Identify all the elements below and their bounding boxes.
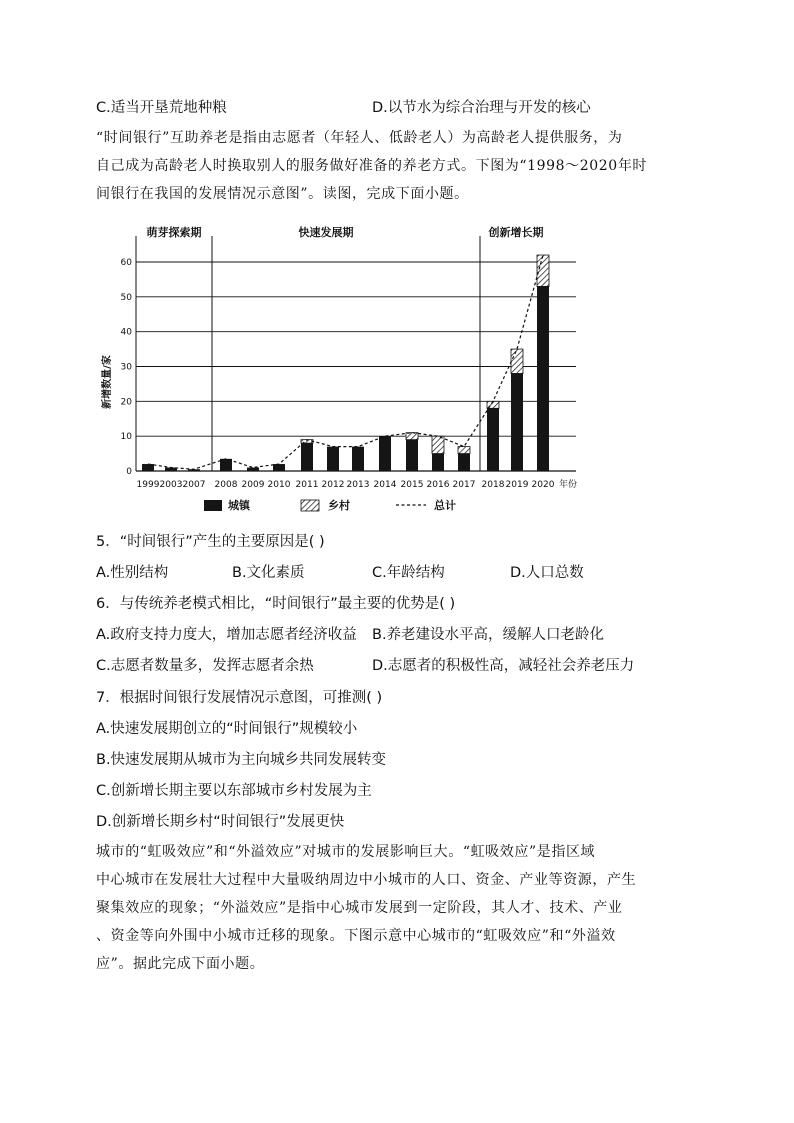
q6-option-b: B.养老建设水平高，缓解人口老龄化 xyxy=(372,627,605,643)
bar-urban xyxy=(301,443,313,471)
intro1-line: 间银行在我国的发展情况示意图”。读图，完成下面小题。 xyxy=(96,186,469,202)
bar-urban xyxy=(379,436,391,471)
bar-urban xyxy=(537,286,549,471)
q7-stem: 7．根据时间银行发展情况示意图，可推测( ) xyxy=(96,690,383,706)
y-tick-label: 30 xyxy=(120,362,132,373)
y-tick-label: 10 xyxy=(120,432,132,443)
q6-stem: 6．与传统养老模式相比，“时间银行”最主要的优势是( ) xyxy=(96,596,456,612)
intro1-line: “时间银行”互助养老是指由志愿者（年轻人、低龄老人）为高龄老人提供服务，为 xyxy=(96,130,623,146)
bar-rural xyxy=(511,349,523,373)
intro1-line: 自己成为高龄老人时换取别人的服务做好准备的养老方式。下图为“1998～2020年时 xyxy=(96,158,648,174)
q5-option-d: D.人口总数 xyxy=(510,565,584,581)
y-tick-label: 40 xyxy=(120,327,132,338)
time-bank-chart xyxy=(96,222,616,522)
bar-urban xyxy=(142,464,154,471)
bar-rural xyxy=(537,255,549,286)
q6-option-a: A.政府支持力度大，增加志愿者经济收益 xyxy=(96,627,357,643)
y-tick-label: 20 xyxy=(120,397,132,408)
x-tick-label: 2011 xyxy=(295,480,319,490)
legend-label-rural: 乡村 xyxy=(328,499,350,512)
legend-swatch-urban xyxy=(204,500,222,511)
x-tick-label: 2012 xyxy=(321,480,345,490)
bar-urban xyxy=(247,468,259,471)
intro2-line: 、资金等向外围中小城市迁移的现象。下图示意中心城市的“虹吸效应”和“外溢效 xyxy=(96,928,616,944)
q6-option-d: D.志愿者的积极性高，减轻社会养老压力 xyxy=(372,658,635,674)
intro2-line: 中心城市在发展壮大过程中大量吸纳周边中小城市的人口、资金、产业等资源，产生 xyxy=(96,872,637,888)
x-tick-label: 2007 xyxy=(182,480,206,490)
q7-option-d: D.创新增长期乡村“时间银行”发展更快 xyxy=(96,814,345,830)
bar-urban xyxy=(487,408,499,471)
option-c-prev: C.适当开垦荒地种粮 xyxy=(96,100,227,116)
bar-urban xyxy=(273,464,285,471)
q6-option-c: C.志愿者数量多，发挥志愿者余热 xyxy=(96,658,314,674)
y-tick-label: 60 xyxy=(120,258,132,268)
x-tick-label: 2013 xyxy=(346,480,370,490)
x-tick-label: 2009 xyxy=(241,480,265,490)
bar-urban xyxy=(432,454,444,471)
option-d-prev: D.以节水为综合治理与开发的核心 xyxy=(372,100,591,116)
phase-label: 快速发展期 xyxy=(298,226,354,239)
bar-urban xyxy=(406,440,418,471)
x-tick-label: 2010 xyxy=(267,480,291,490)
x-tick-label: 2019 xyxy=(505,480,529,490)
y-axis-label: 新增数量/家 xyxy=(102,355,113,409)
intro-paragraph-1 xyxy=(96,124,700,208)
q7-option-a: A.快速发展期创立的“时间银行”规模较小 xyxy=(96,721,358,737)
q7-option-b: B.快速发展期从城市为主向城乡共同发展转变 xyxy=(96,752,387,768)
x-tick-label: 2008 xyxy=(214,480,238,490)
intro2-line: 应”。据此完成下面小题。 xyxy=(96,956,265,972)
y-tick-label: 50 xyxy=(120,292,132,303)
x-tick-label: 2015 xyxy=(400,480,424,490)
phase-label: 创新增长期 xyxy=(488,226,544,239)
legend-label-urban: 城镇 xyxy=(228,499,250,512)
x-tick-label: 2018 xyxy=(481,480,505,490)
bar-rural xyxy=(432,436,444,453)
x-unit-label: 年份 xyxy=(558,480,578,490)
x-tick-label: 2014 xyxy=(373,480,397,490)
bar-urban xyxy=(458,454,470,471)
x-tick-label: 2017 xyxy=(452,480,476,490)
intro2-line: 聚集效应的现象；“外溢效应”是指中心城市发展到一定阶段，其人才、技术、产业 xyxy=(96,900,623,916)
x-tick-label: 2020 xyxy=(531,480,555,490)
q5-stem: 5．“时间银行”产生的主要原因是( ) xyxy=(96,534,325,550)
y-tick-label: 0 xyxy=(126,467,132,477)
q5-option-a: A.性别结构 xyxy=(96,565,169,581)
q7-option-c: C.创新增长期主要以东部城市乡村发展为主 xyxy=(96,783,372,799)
x-tick-label: 1999 xyxy=(136,480,160,490)
intro2-line: 城市的“虹吸效应”和“外溢效应”对城市的发展影响巨大。“虹吸效应”是指区域 xyxy=(96,844,596,860)
bar-rural xyxy=(458,447,470,454)
x-tick-label: 2003 xyxy=(159,480,183,490)
x-tick-label: 2016 xyxy=(426,480,450,490)
q5-option-c: C.年龄结构 xyxy=(372,565,445,581)
total-line xyxy=(148,255,543,469)
bar-urban xyxy=(327,447,339,471)
q5-option-b: B.文化素质 xyxy=(232,565,305,581)
legend-swatch-rural xyxy=(301,500,319,511)
bar-urban xyxy=(511,373,523,471)
bar-urban xyxy=(352,447,364,471)
legend-label-total: 总计 xyxy=(434,499,456,512)
phase-label: 萌芽探索期 xyxy=(146,226,202,239)
intro-paragraph-2 xyxy=(96,838,700,978)
